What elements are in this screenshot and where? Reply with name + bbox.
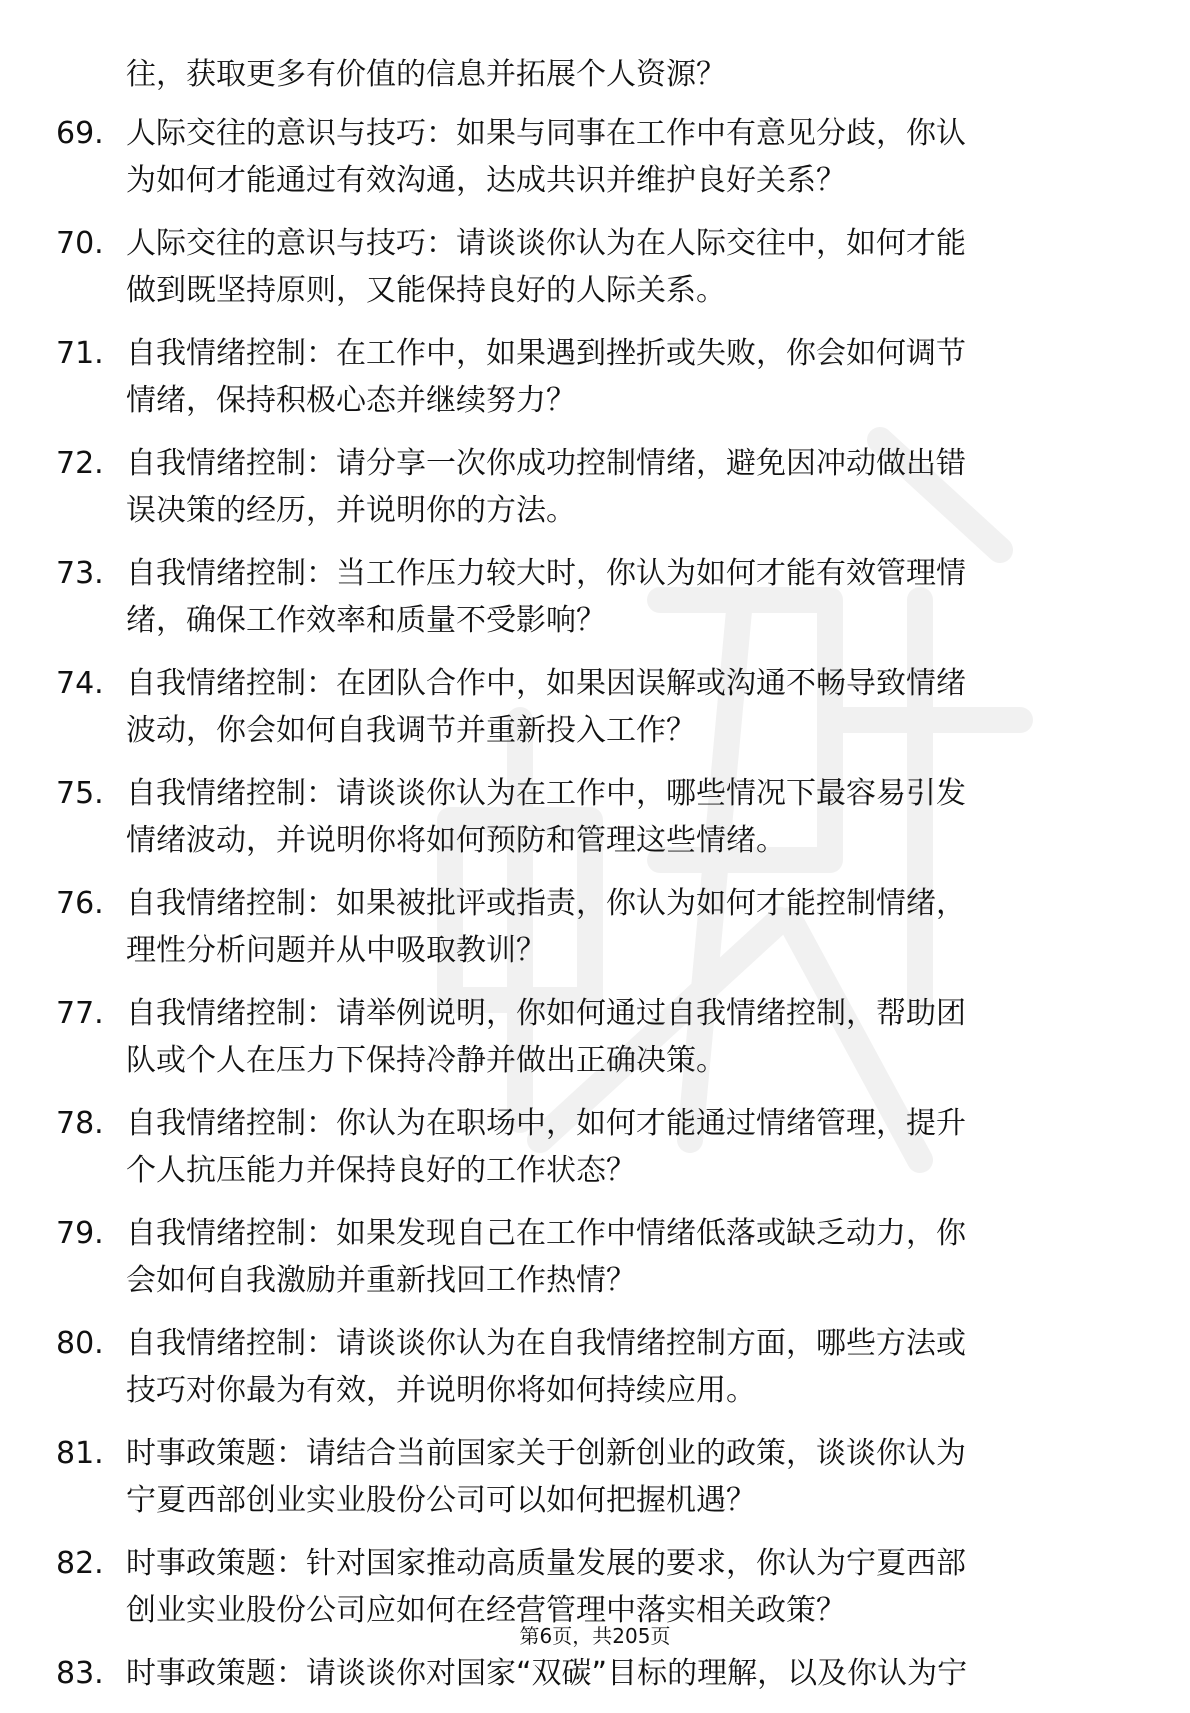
item-line: 会如何自我激励并重新找回工作热情？ xyxy=(126,1263,636,1298)
list-item xyxy=(0,440,1190,534)
item-line: 宁夏西部创业实业股份公司可以如何把握机遇？ xyxy=(126,1483,756,1518)
item-number: 81. xyxy=(56,1436,104,1471)
item-line: 情绪波动，并说明你将如何预防和管理这些情绪。 xyxy=(126,823,786,858)
item-line: 自我情绪控制：如果发现自己在工作中情绪低落或缺乏动力，你 xyxy=(126,1216,966,1251)
item-line: 人际交往的意识与技巧：如果与同事在工作中有意见分歧，你认 xyxy=(126,116,966,151)
item-line: 人际交往的意识与技巧：请谈谈你认为在人际交往中，如何才能 xyxy=(126,226,966,261)
item-line: 误决策的经历，并说明你的方法。 xyxy=(126,493,576,528)
page-number-footer: 第6页，共205页 xyxy=(519,1624,671,1648)
item-number: 73. xyxy=(56,556,104,591)
item-line: 理性分析问题并从中吸取教训？ xyxy=(126,933,546,968)
item-line: 个人抗压能力并保持良好的工作状态？ xyxy=(126,1153,636,1188)
item-line: 自我情绪控制：如果被批评或指责，你认为如何才能控制情绪， xyxy=(126,886,966,921)
list-item xyxy=(0,990,1190,1084)
item-number: 75. xyxy=(56,776,104,811)
item-line: 自我情绪控制：当工作压力较大时，你认为如何才能有效管理情 xyxy=(126,556,966,591)
list-item xyxy=(0,550,1190,644)
list-item xyxy=(0,770,1190,864)
item-line: 自我情绪控制：你认为在职场中，如何才能通过情绪管理，提升 xyxy=(126,1106,966,1141)
item-line: 时事政策题：请谈谈你对国家“双碳”目标的理解，以及你认为宁 xyxy=(126,1656,968,1691)
item-number: 77. xyxy=(56,996,104,1031)
list-item xyxy=(0,1210,1190,1304)
item-line: 波动，你会如何自我调节并重新投入工作？ xyxy=(126,713,696,748)
item-number: 78. xyxy=(56,1106,104,1141)
item-line: 自我情绪控制：请谈谈你认为在自我情绪控制方面，哪些方法或 xyxy=(126,1326,966,1361)
item-line: 自我情绪控制：请分享一次你成功控制情绪，避免因冲动做出错 xyxy=(126,446,966,481)
item-line: 为如何才能通过有效沟通，达成共识并维护良好关系？ xyxy=(126,163,846,198)
list-item xyxy=(0,660,1190,754)
item-number: 74. xyxy=(56,666,104,701)
item-line: 自我情绪控制：请谈谈你认为在工作中，哪些情况下最容易引发 xyxy=(126,776,966,811)
item-number: 69. xyxy=(56,116,104,151)
item-number: 80. xyxy=(56,1326,104,1361)
item-line: 自我情绪控制：在工作中，如果遇到挫折或失败，你会如何调节 xyxy=(126,336,966,371)
list-item xyxy=(0,1100,1190,1194)
item-number: 76. xyxy=(56,886,104,921)
continued-question-text: 往，获取更多有价值的信息并拓展个人资源？ xyxy=(126,57,726,92)
item-line: 自我情绪控制：请举例说明，你如何通过自我情绪控制，帮助团 xyxy=(126,996,966,1031)
item-line: 情绪，保持积极心态并继续努力？ xyxy=(126,383,576,418)
item-line: 时事政策题：请结合当前国家关于创新创业的政策，谈谈你认为 xyxy=(126,1436,966,1471)
item-number: 71. xyxy=(56,336,104,371)
item-number: 72. xyxy=(56,446,104,481)
list-item xyxy=(0,1650,1190,1697)
item-line: 创业实业股份公司应如何在经营管理中落实相关政策？ xyxy=(126,1593,846,1628)
item-line: 做到既坚持原则，又能保持良好的人际关系。 xyxy=(126,273,726,308)
list-item xyxy=(0,220,1190,314)
item-number: 79. xyxy=(56,1216,104,1251)
item-number: 83. xyxy=(56,1656,104,1691)
list-item xyxy=(0,1320,1190,1414)
list-item xyxy=(0,330,1190,424)
list-item xyxy=(0,880,1190,974)
list-item xyxy=(0,110,1190,204)
item-line: 绪，确保工作效率和质量不受影响？ xyxy=(126,603,606,638)
item-line: 时事政策题：针对国家推动高质量发展的要求，你认为宁夏西部 xyxy=(126,1546,966,1581)
list-item xyxy=(0,1540,1190,1634)
list-item xyxy=(0,1430,1190,1524)
item-line: 技巧对你最为有效，并说明你将如何持续应用。 xyxy=(126,1373,756,1408)
item-number: 70. xyxy=(56,226,104,261)
item-number: 82. xyxy=(56,1546,104,1581)
question-list xyxy=(0,52,1190,1713)
item-line: 自我情绪控制：在团队合作中，如果因误解或沟通不畅导致情绪 xyxy=(126,666,966,701)
item-line: 队或个人在压力下保持冷静并做出正确决策。 xyxy=(126,1043,726,1078)
